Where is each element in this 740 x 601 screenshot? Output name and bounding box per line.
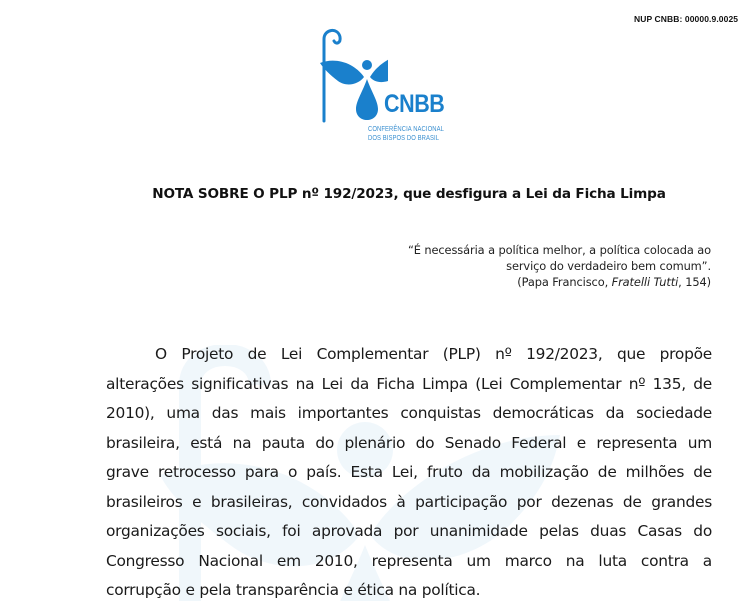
- citation-suffix: , 154): [678, 275, 711, 289]
- nup-reference: NUP CNBB: 00000.9.0025: [634, 14, 739, 24]
- paragraph-line: brasileira, está na pauta do plenário do Senado Federal e representa um: [106, 433, 712, 452]
- citation-prefix: (Papa Francisco,: [517, 275, 612, 289]
- paragraph-line: 2010), uma das mais importantes conquistas democráticas da sociedade: [106, 404, 712, 422]
- logo-subtitle-line1: CONFERÊNCIA NACIONAL: [368, 124, 444, 133]
- logo-subtitle-line2: DOS BISPOS DO BRASIL: [368, 133, 440, 142]
- paragraph-line: O Projeto de Lei Complementar (PLP) nº 192/2023, que propõe: [155, 345, 712, 363]
- citation-work: Fratelli Tutti: [611, 275, 679, 289]
- cnbb-angel-crozier-icon: [318, 25, 388, 125]
- paragraph-line: corrupção e pela transparência e ética na política.: [106, 581, 481, 599]
- paragraph-line: organizações sociais, foi aprovada por unanimidade pelas duas Casas do: [106, 522, 712, 540]
- logo-acronym: CNBB: [384, 90, 445, 118]
- epigraph-quote: [408, 242, 711, 290]
- document-title: NOTA SOBRE O PLP nº 192/2023, que desfigura a Lei da Ficha Limpa: [152, 186, 666, 202]
- paragraph-line: brasileiros e brasileiras, convidados à participação por dezenas de grandes: [106, 492, 712, 511]
- paragraph-line: grave retrocesso para o país. Esta Lei, fruto da mobilização de milhões de: [106, 463, 712, 481]
- paragraph-line: alterações significativas na Lei da Ficha Limpa (Lei Complementar nº 135, de: [106, 374, 712, 393]
- epigraph-line-2: serviço do verdadeiro bem comum”.: [506, 259, 711, 273]
- epigraph-citation: [408, 274, 711, 290]
- epigraph-line-1: “É necessária a política melhor, a política colocada ao: [407, 243, 711, 257]
- paragraph-line: Congresso Nacional em 2010, representa um marco na luta contra a: [106, 551, 712, 570]
- cnbb-logo: [318, 25, 458, 143]
- paragraph-1: [106, 340, 712, 601]
